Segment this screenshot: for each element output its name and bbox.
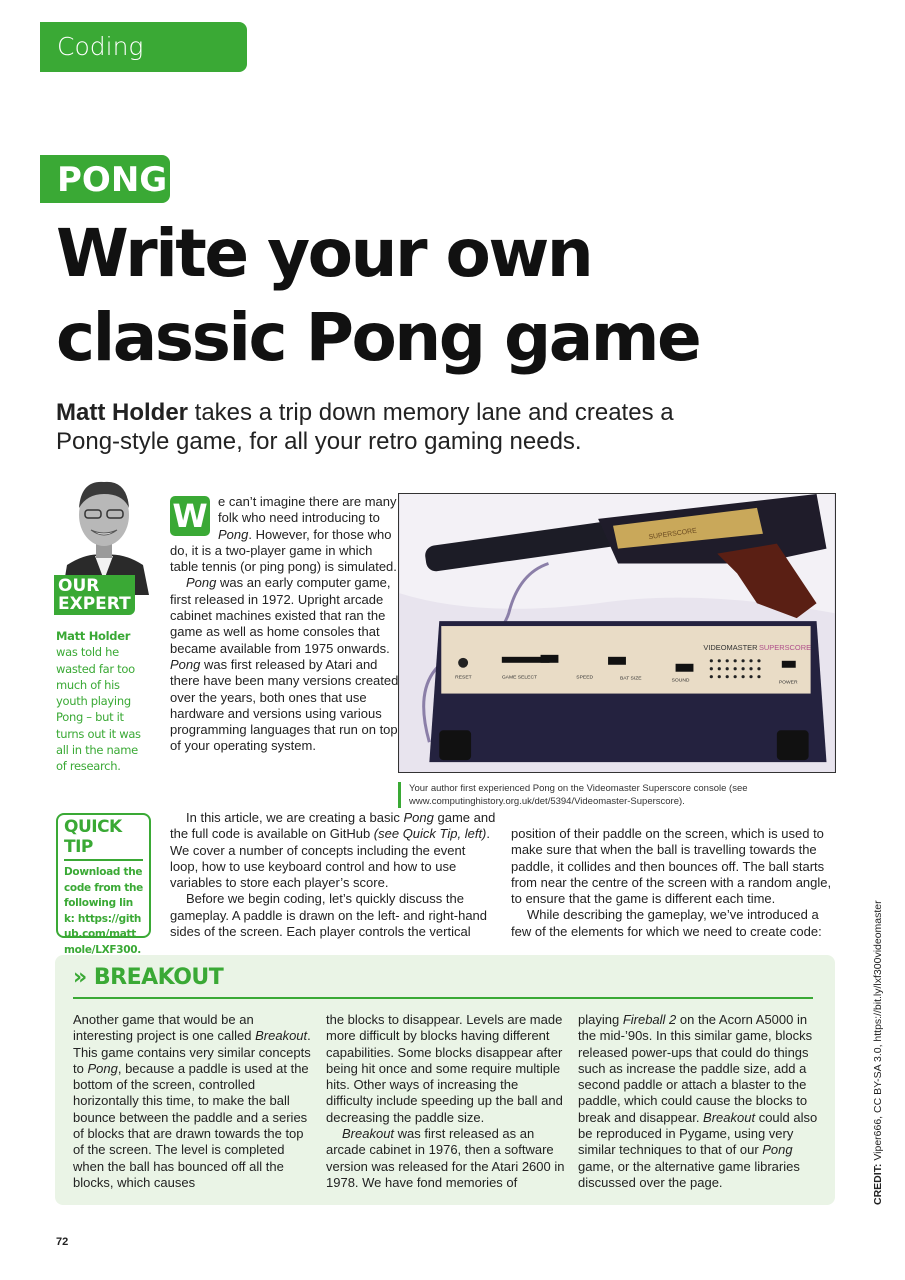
gun-label: SUPERSCORE bbox=[648, 527, 698, 542]
paragraph bbox=[170, 810, 496, 891]
text-run: the blocks to disappear. Levels are made more difficult by blocks having different capabilities. Some blocks disappear after being hit once and some require multiple hits. Other ways of increasing the difficulty include speeding up the ball and decreasing the paddle size. bbox=[326, 1012, 563, 1125]
text-run: . We cover a number of concepts including the event loop, how to use keyboard control and how to use variables to store each player’s score. bbox=[170, 826, 491, 891]
paragraph bbox=[511, 907, 833, 940]
breakout-box bbox=[55, 955, 835, 1205]
section-tab: Coding Academy bbox=[40, 22, 247, 72]
paragraph bbox=[326, 1012, 566, 1126]
text-run: While describing the gameplay, we’ve introduced a few of the elements for which we need to create code: bbox=[511, 907, 822, 939]
quick-tip-title: QUICK TIP bbox=[64, 817, 143, 861]
console-sound-label: SOUND bbox=[671, 678, 690, 684]
double-chevron-icon: » bbox=[73, 965, 94, 990]
text-run: Breakout bbox=[703, 1109, 756, 1125]
drop-cap: W bbox=[170, 496, 210, 536]
author-name: Matt Holder bbox=[56, 399, 188, 426]
breakout-text bbox=[578, 1012, 818, 1191]
text-run: position of their paddle on the screen, which is used to make sure that when the ball is travelling towards the paddle, it collides and then bounces off. The ball starts from near the centre of the screen with a random angle, to ensure that the game is different each time. bbox=[511, 826, 832, 907]
quick-tip-body: Download the code from the following link: https://github.com/mattmole/LXF300. bbox=[64, 866, 144, 956]
breakout-column bbox=[578, 1012, 818, 1191]
console-game-select-label: GAME SELECT bbox=[501, 675, 538, 681]
text-run: , because a paddle is used at the bottom of the screen, controlled horizontally this time, to make the ball bounce between the paddle and a series of blocks that are drawn towards the top of the screen. The level is completed when the ball has bounced off all the blocks, which causes bbox=[73, 1060, 309, 1190]
text-run: Before we begin coding, let’s quickly discuss the gameplay. A paddle is drawn on the left- and right-hand sides of the screen. Each player controls the vertical bbox=[170, 891, 488, 940]
paragraph bbox=[326, 1126, 566, 1191]
page-number: 72 bbox=[56, 1236, 69, 1248]
breakout-text bbox=[326, 1012, 566, 1191]
standfirst-text: takes a trip down memory lane and creates a Pong-style game, for all your retro gaming needs. bbox=[56, 399, 674, 455]
expert-bio-text: was told he wasted far too much of his youth playing Pong – but it turns out it was all in the name of research. bbox=[56, 645, 141, 774]
text-run: In this article, we are creating a basic bbox=[186, 810, 404, 825]
text-run: Pong bbox=[762, 1142, 793, 1158]
console-speed-label: SPEED bbox=[576, 675, 594, 681]
text-run: Pong bbox=[186, 575, 217, 591]
quick-tip-box bbox=[56, 813, 151, 956]
article-column-b bbox=[170, 810, 496, 940]
breakout-text bbox=[73, 1012, 313, 1191]
photo-credit bbox=[872, 900, 884, 1205]
photo-caption: Your author first experienced Pong on the Videomaster Superscore console (see www.computinghistory.org.uk/det/5394/Videomaster-Superscore). bbox=[398, 782, 829, 808]
console bbox=[429, 621, 826, 762]
standfirst bbox=[56, 398, 706, 456]
text-run: . This game contains very similar concepts to bbox=[73, 1028, 311, 1076]
text-run: Fireball 2 bbox=[622, 1012, 677, 1027]
topic-tag: PONG bbox=[40, 155, 170, 203]
console-reset-label: RESET bbox=[455, 675, 472, 681]
paragraph bbox=[511, 826, 833, 907]
article-title bbox=[56, 212, 699, 380]
text-run: playing bbox=[578, 1012, 623, 1027]
breakout-column bbox=[73, 1012, 313, 1191]
breakout-column bbox=[326, 1012, 566, 1191]
console-model-label: SUPERSCORE bbox=[758, 642, 812, 652]
text-run: Breakout bbox=[342, 1126, 395, 1142]
expert-name: Matt Holder bbox=[56, 629, 131, 643]
console-brand-label: VIDEOMASTER bbox=[703, 642, 758, 652]
expert-bio bbox=[56, 628, 146, 775]
text-run: was first released by Atari and there have been many versions created over the years, both ones that use hardware and versions using various programming languages that run on top of your operating system. bbox=[170, 656, 399, 754]
article-column-c bbox=[511, 826, 833, 940]
our-expert-badge bbox=[54, 575, 135, 615]
text-run: . However, for those who do, it is a two-player game in which table tennis (or ping pong) is simulated. bbox=[170, 526, 397, 575]
console-power-label: POWER bbox=[778, 680, 798, 686]
text-run: Pong bbox=[403, 810, 434, 825]
paragraph bbox=[170, 891, 496, 940]
badge-line: OUR bbox=[58, 576, 100, 596]
badge-line: EXPERT bbox=[58, 594, 131, 614]
text-run: Pong bbox=[218, 526, 249, 542]
text-run: e can’t imagine there are many folk who need introducing to bbox=[218, 494, 397, 526]
article-text bbox=[511, 826, 833, 940]
text-run: game and the full code is available on GitHub bbox=[170, 810, 496, 842]
credit-text: Viper666, CC BY-SA 3.0, https://bit.ly/lxf300videomaster bbox=[872, 900, 884, 1164]
console-photo bbox=[398, 493, 836, 773]
breakout-title: BREAKOUT bbox=[93, 965, 224, 990]
paragraph bbox=[170, 575, 402, 754]
text-run: (see Quick Tip, left) bbox=[373, 826, 487, 842]
article-text bbox=[170, 810, 496, 940]
text-run: Breakout bbox=[255, 1028, 308, 1044]
paragraph bbox=[73, 1012, 313, 1191]
breakout-heading bbox=[73, 965, 223, 990]
console-bat-size-label: BAT SIZE bbox=[619, 676, 642, 682]
text-run: game, or the alternative game libraries discussed over the page. bbox=[578, 1158, 800, 1190]
credit-label: CREDIT: bbox=[872, 1163, 884, 1205]
breakout-divider bbox=[73, 997, 813, 999]
paragraph bbox=[578, 1012, 818, 1191]
title-line: Write your own bbox=[56, 215, 592, 292]
article-column-a bbox=[170, 494, 402, 755]
title-line: classic Pong game bbox=[56, 299, 700, 376]
text-run: was first released as an arcade cabinet in 1976, then a software version was released for the Atari 2600 in 1978. We have fond memories of bbox=[326, 1126, 565, 1190]
text-run: could also be reproduced in Pygame, using very similar techniques to that of our bbox=[578, 1109, 818, 1158]
text-run: Another game that would be an interesting project is one called bbox=[73, 1012, 256, 1044]
text-run: Pong bbox=[170, 656, 201, 672]
text-run: was an early computer game, first released in 1972. Upright arcade cabinet machines existed that ran the game as well as home consoles that became available from 1975 onwards. bbox=[170, 575, 391, 656]
text-run: Pong bbox=[87, 1060, 118, 1076]
text-run: on the Acorn A5000 in the mid-’90s. In this similar game, blocks released power-ups that could do things such as increase the paddle size, add a second paddle or attach a blaster to the paddle, which could cause the blocks to break and disappear. bbox=[578, 1012, 813, 1125]
